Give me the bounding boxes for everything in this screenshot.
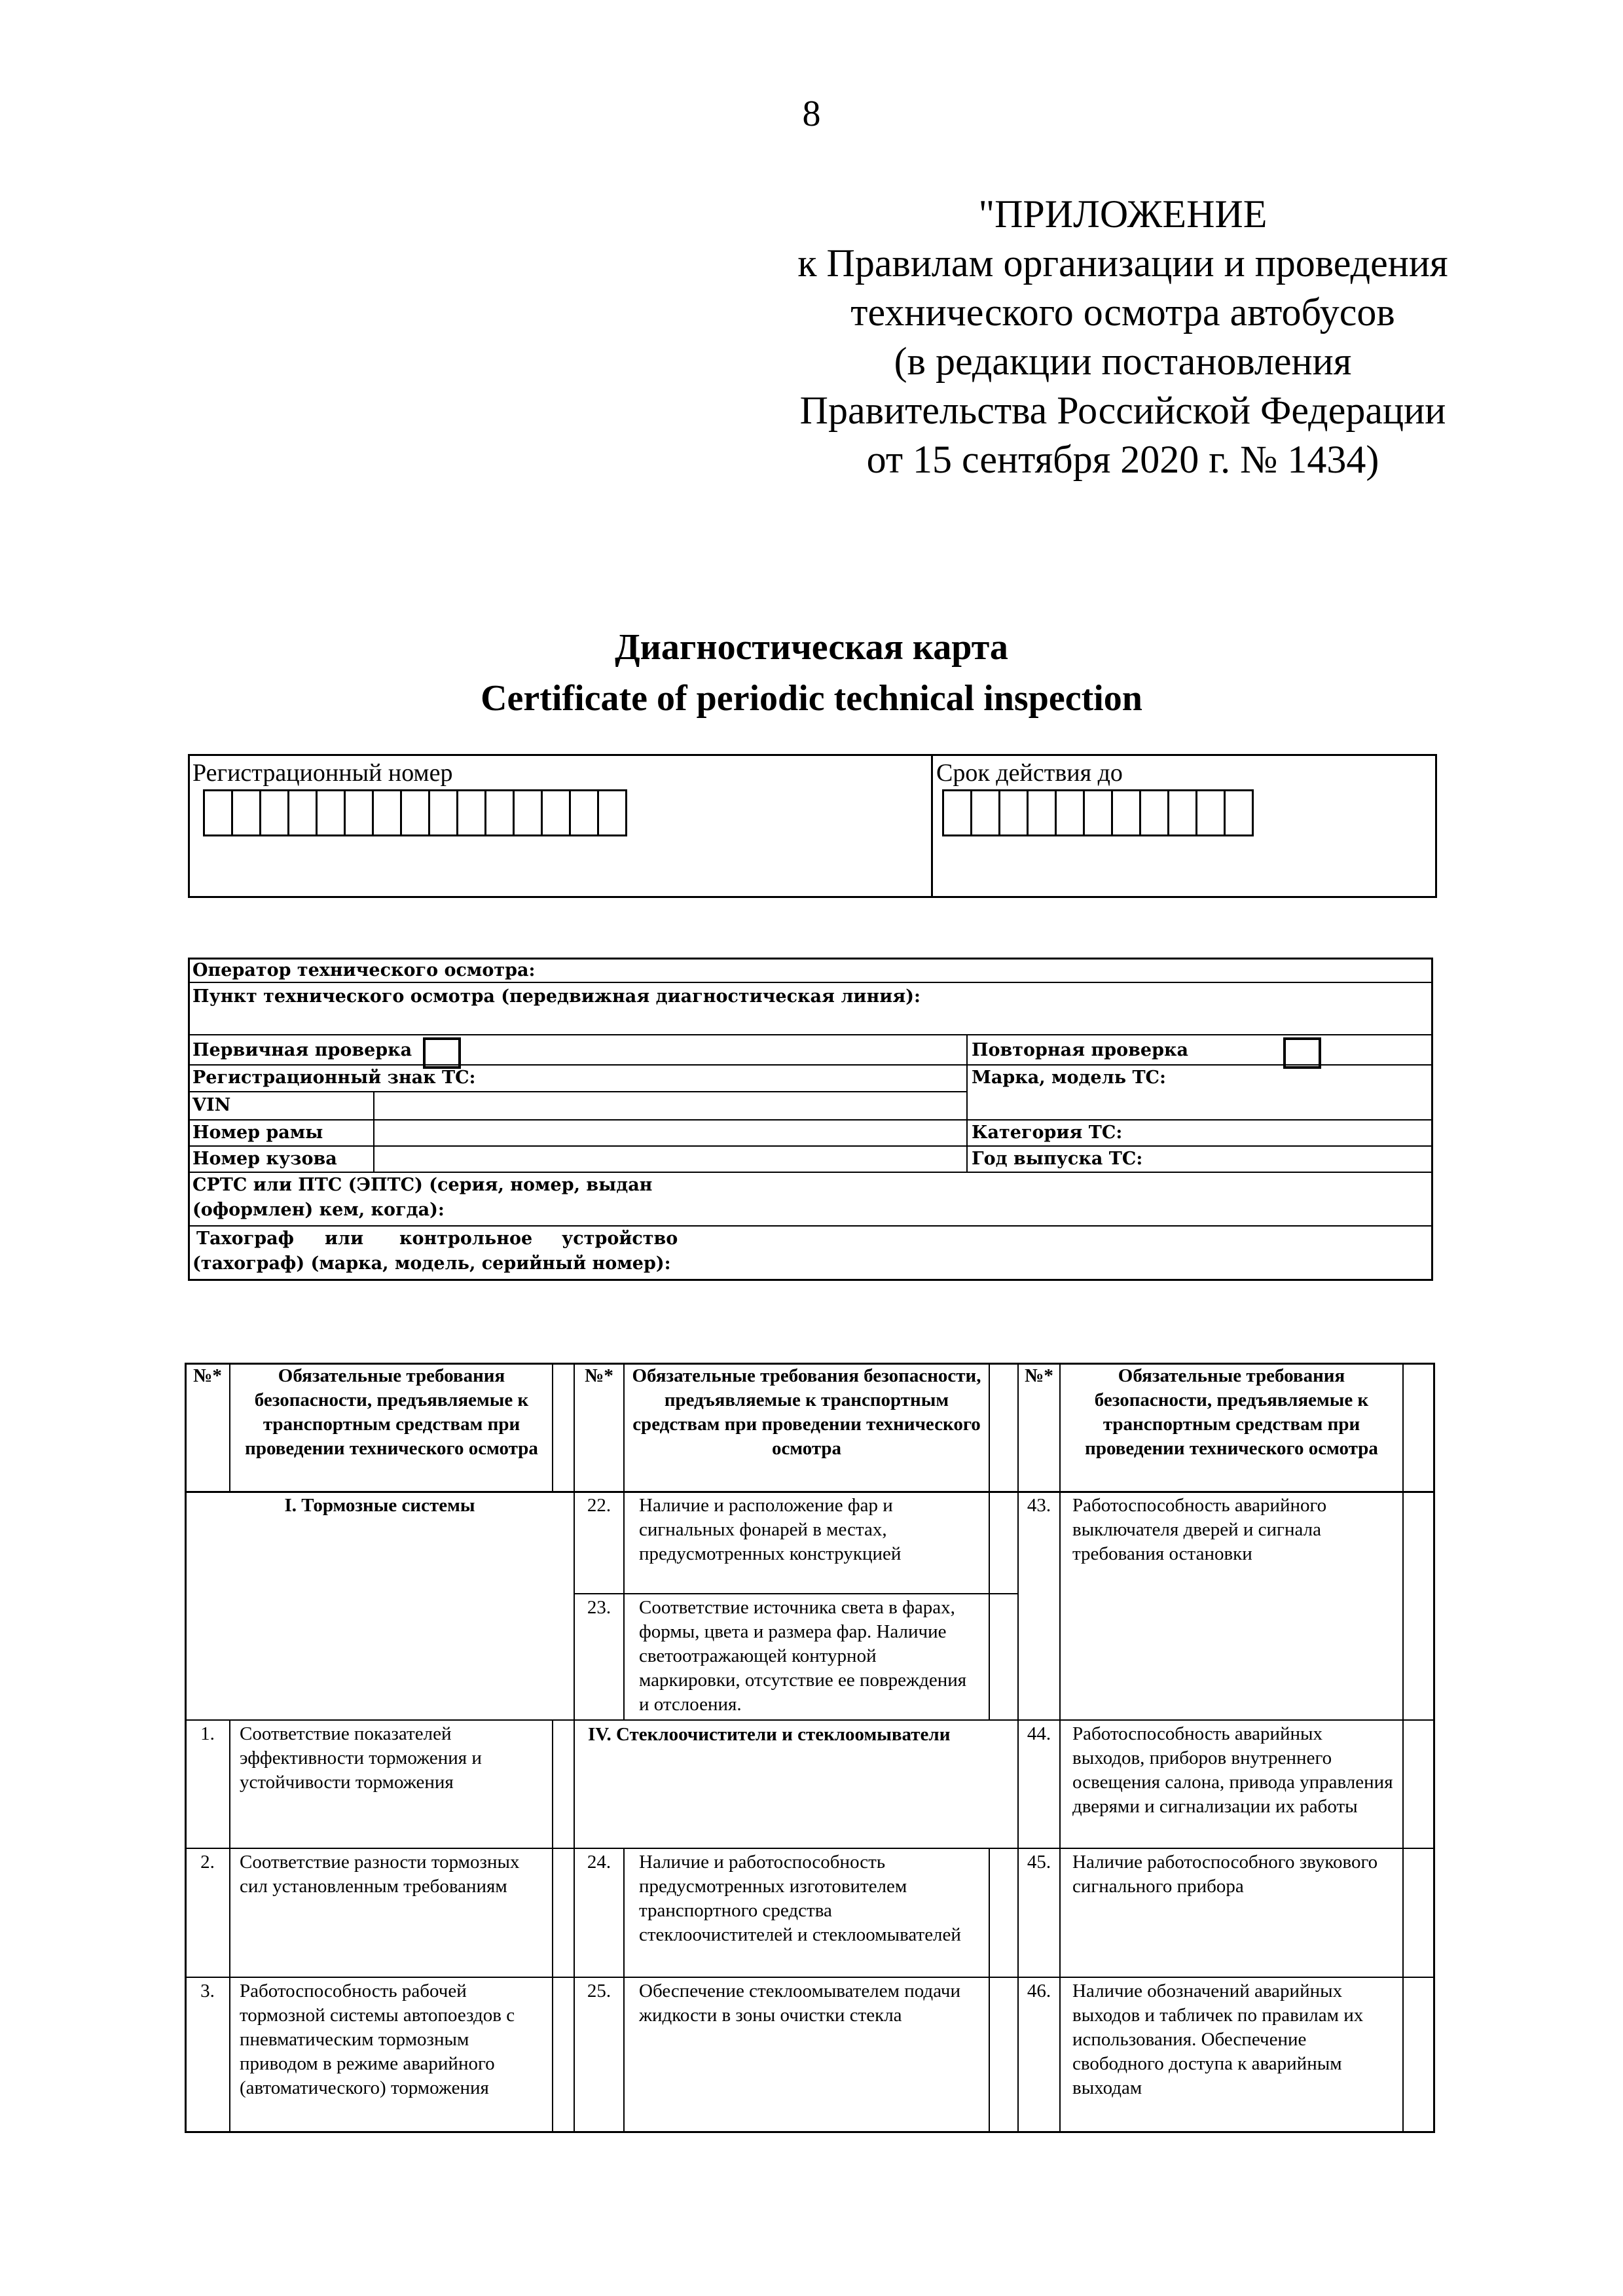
reg-plate-label: Регистрационный знак ТС: <box>192 1067 476 1088</box>
category-label: Категория ТС: <box>972 1122 1123 1143</box>
header-number: №* <box>193 1365 222 1386</box>
requirement-text: Обеспечение стеклоомывателем подачи жидкости в зоны очистки стекла <box>639 1981 961 2026</box>
requirement-text: Работоспособность аварийных выходов, приборов внутреннего освещения салона, привода управления дверями и сигнализации их работы <box>1072 1723 1393 1817</box>
item-number: 23. <box>587 1597 611 1618</box>
divider <box>185 1491 1435 1493</box>
divider <box>623 1492 625 1719</box>
item-number: 44. <box>1027 1723 1051 1744</box>
divider <box>1433 1363 1435 2133</box>
requirement-text: Соответствие разности тормозных сил установленным требованиям <box>240 1852 520 1897</box>
appendix-line: к Правилам организации и проведения <box>797 242 1448 285</box>
tachograph-label-line2: (тахограф) (марка, модель, серийный номер): <box>192 1253 671 1274</box>
appendix-line: от 15 сентября 2020 г. № 1434) <box>866 438 1379 481</box>
valid-until-label: Срок действия до <box>936 759 1123 787</box>
year-label: Год выпуска ТС: <box>972 1149 1143 1169</box>
requirement-text: Соответствие показателей эффективности торможения и устойчивости торможения <box>240 1723 482 1793</box>
item-number: 43. <box>1027 1495 1051 1516</box>
item-number: 2. <box>200 1852 215 1873</box>
header-requirements: Обязательные требования безопасности, предъявляемые к транспортным средствам при проведении технического осмотра <box>632 1365 981 1459</box>
appendix-line: технического осмотра автобусов <box>850 291 1395 334</box>
header-number: №* <box>1025 1365 1053 1386</box>
divider <box>552 1363 553 1491</box>
requirement-text: Работоспособность рабочей тормозной системы автопоездов с пневматическим тормозным приводом в режиме аварийного (автоматического) торможения <box>240 1981 515 2098</box>
appendix-line: (в редакции постановления <box>894 340 1352 383</box>
divider <box>552 1719 553 2132</box>
frame-number-label: Номер рамы <box>192 1122 323 1143</box>
divider <box>185 2131 1435 2133</box>
item-number: 45. <box>1027 1852 1051 1873</box>
operator-label: Оператор технического осмотра: <box>192 960 536 980</box>
divider <box>574 1363 575 2132</box>
appendix-line: "ПРИЛОЖЕНИЕ <box>978 192 1267 236</box>
item-number: 24. <box>587 1852 611 1873</box>
primary-check-label: Первичная проверка <box>192 1040 412 1060</box>
item-number: 22. <box>587 1495 611 1516</box>
divider <box>989 1363 990 1491</box>
requirement-text: Наличие и работоспособность предусмотренных изготовителем транспортного средства стеклоочистителей и стеклоомывателей <box>639 1852 961 1945</box>
requirement-text: Работоспособность аварийного выключателя дверей и сигнала требования остановки <box>1072 1495 1327 1564</box>
header-requirements: Обязательные требования безопасности, предъявляемые к транспортным средствам при проведении технического осмотра <box>245 1365 538 1459</box>
reg-number-label: Регистрационный номер <box>192 759 453 787</box>
divider <box>623 1848 625 2132</box>
srts-label-line2: (оформлен) кем, когда): <box>192 1200 445 1220</box>
divider <box>229 1719 230 2132</box>
divider <box>185 1977 1435 1978</box>
header-requirements: Обязательные требования безопасности, предъявляемые к транспортным средствам при проведении технического осмотра <box>1085 1365 1378 1459</box>
divider <box>989 1848 990 2132</box>
title-en: Certificate of periodic technical inspection <box>481 678 1142 719</box>
requirement-text: Соответствие источника света в фарах, формы, цвета и размера фар. Наличие светоотражающей контурной маркировки, отсутствие ее повреждения и отслоения. <box>639 1597 967 1715</box>
item-number: 3. <box>200 1981 215 2001</box>
divider <box>989 1492 990 1719</box>
divider <box>185 1719 1435 1721</box>
divider <box>229 1363 230 1491</box>
inspection-point-label: Пункт технического осмотра (передвижная диагностическая линия): <box>192 986 921 1007</box>
appendix-line: Правительства Российской Федерации <box>799 389 1446 432</box>
body-number-label: Номер кузова <box>192 1149 337 1169</box>
divider <box>1402 1363 1404 2132</box>
divider <box>185 1363 187 2133</box>
tachograph-word: или <box>325 1229 364 1249</box>
make-model-label: Марка, модель ТС: <box>972 1067 1166 1088</box>
tachograph-word: устройство <box>562 1229 678 1249</box>
item-number: 25. <box>587 1981 611 2001</box>
title-ru: Диагностическая карта <box>615 627 1008 668</box>
tachograph-word: контрольное <box>399 1229 533 1249</box>
item-number: 1. <box>200 1723 215 1744</box>
requirement-text: Наличие и расположение фар и сигнальных фонарей в местах, предусмотренных конструкцией <box>639 1495 902 1564</box>
srts-label-line1: СРТС или ПТС (ЭПТС) (серия, номер, выдан <box>192 1175 653 1195</box>
divider <box>574 1593 1017 1594</box>
page-number: 8 <box>802 94 821 134</box>
requirement-text: Наличие обозначений аварийных выходов и табличек по правилам их использования. Обеспечение свободного доступа к аварийным выходам <box>1072 1981 1364 2098</box>
tachograph-word: Тахограф <box>196 1229 294 1249</box>
divider <box>623 1363 625 1491</box>
section-wipers-washers: IV. Стеклоочистители и стеклоомыватели <box>588 1724 951 1745</box>
header-number: №* <box>585 1365 613 1386</box>
item-number: 46. <box>1027 1981 1051 2001</box>
vin-label: VIN <box>192 1095 231 1115</box>
divider <box>1059 1363 1061 2132</box>
requirement-text: Наличие работоспособного звукового сигнального прибора <box>1072 1852 1378 1897</box>
section-braking-systems: I. Тормозные системы <box>284 1495 475 1516</box>
repeat-check-label: Повторная проверка <box>972 1040 1188 1060</box>
divider <box>185 1848 1435 1849</box>
divider <box>1017 1363 1019 2132</box>
